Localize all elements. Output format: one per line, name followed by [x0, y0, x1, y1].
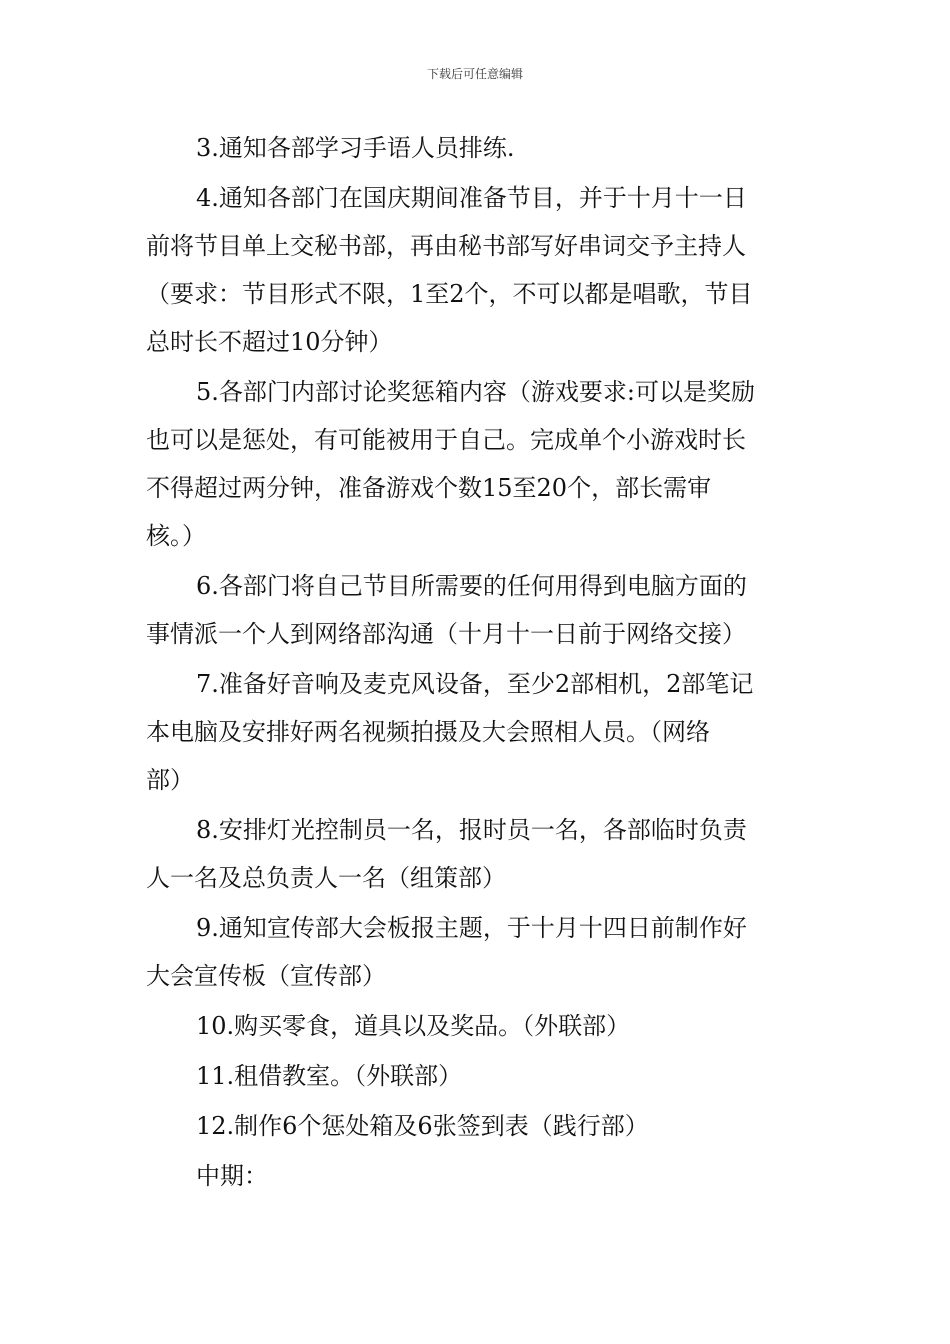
text-line: 不得超过两分钟，准备游戏个数15至20个，部长需审	[146, 474, 712, 502]
text-line: 7.准备好音响及麦克风设备，至少2部相机，2部笔记	[196, 670, 754, 698]
text-line: 大会宣传板（宣传部）	[146, 962, 386, 990]
page-header: 下载后可任意编辑	[426, 67, 523, 81]
text-line: 中期：	[196, 1162, 268, 1190]
text-line: 也可以是惩处，有可能被用于自己。完成单个小游戏时长	[146, 426, 746, 454]
text-line: 事情派一个人到网络部沟通（十月十一日前于网络交接）	[146, 620, 746, 648]
paragraph-item-11	[146, 1052, 810, 1100]
text-line: 3.通知各部学习手语人员排练.	[196, 134, 515, 162]
paragraph-item-8	[146, 806, 810, 902]
paragraph-item-9	[146, 904, 810, 1000]
text-line: 总时长不超过10分钟）	[146, 328, 393, 356]
text-line: 8.安排灯光控制员一名，报时员一名，各部临时负责	[196, 816, 747, 844]
text-line: 10.购买零食，道具以及奖品。（外联部）	[196, 1012, 631, 1040]
paragraph-item-7	[146, 660, 810, 804]
text-line: 9.通知宣传部大会板报主题，于十月十四日前制作好	[196, 914, 747, 942]
paragraph-item-5	[146, 368, 810, 560]
text-line: 11.租借教室。（外联部）	[196, 1062, 463, 1090]
document-body	[146, 124, 810, 1202]
paragraph-item-4	[146, 174, 810, 366]
text-line: 4.通知各部门在国庆期间准备节目，并于十月十一日	[196, 184, 747, 212]
paragraph-item-6	[146, 562, 810, 658]
text-line: 核。）	[146, 522, 206, 550]
text-line: 部）	[146, 766, 194, 794]
text-line: （要求：节目形式不限，1至2个，不可以都是唱歌，节目	[146, 280, 753, 308]
section-heading-midterm	[146, 1152, 810, 1200]
text-line: 前将节目单上交秘书部，再由秘书部写好串词交予主持人	[146, 232, 746, 260]
text-line: 人一名及总负责人一名（组策部）	[146, 864, 506, 892]
text-line: 本电脑及安排好两名视频拍摄及大会照相人员。（网络	[146, 718, 710, 746]
paragraph-item-10	[146, 1002, 810, 1050]
paragraph-item-3	[146, 124, 810, 172]
text-line: 5.各部门内部讨论奖惩箱内容（游戏要求:可以是奖励	[196, 378, 755, 406]
text-line: 6.各部门将自己节目所需要的任何用得到电脑方面的	[196, 572, 747, 600]
text-line: 12.制作6个惩处箱及6张签到表（践行部）	[196, 1112, 649, 1140]
paragraph-item-12	[146, 1102, 810, 1150]
